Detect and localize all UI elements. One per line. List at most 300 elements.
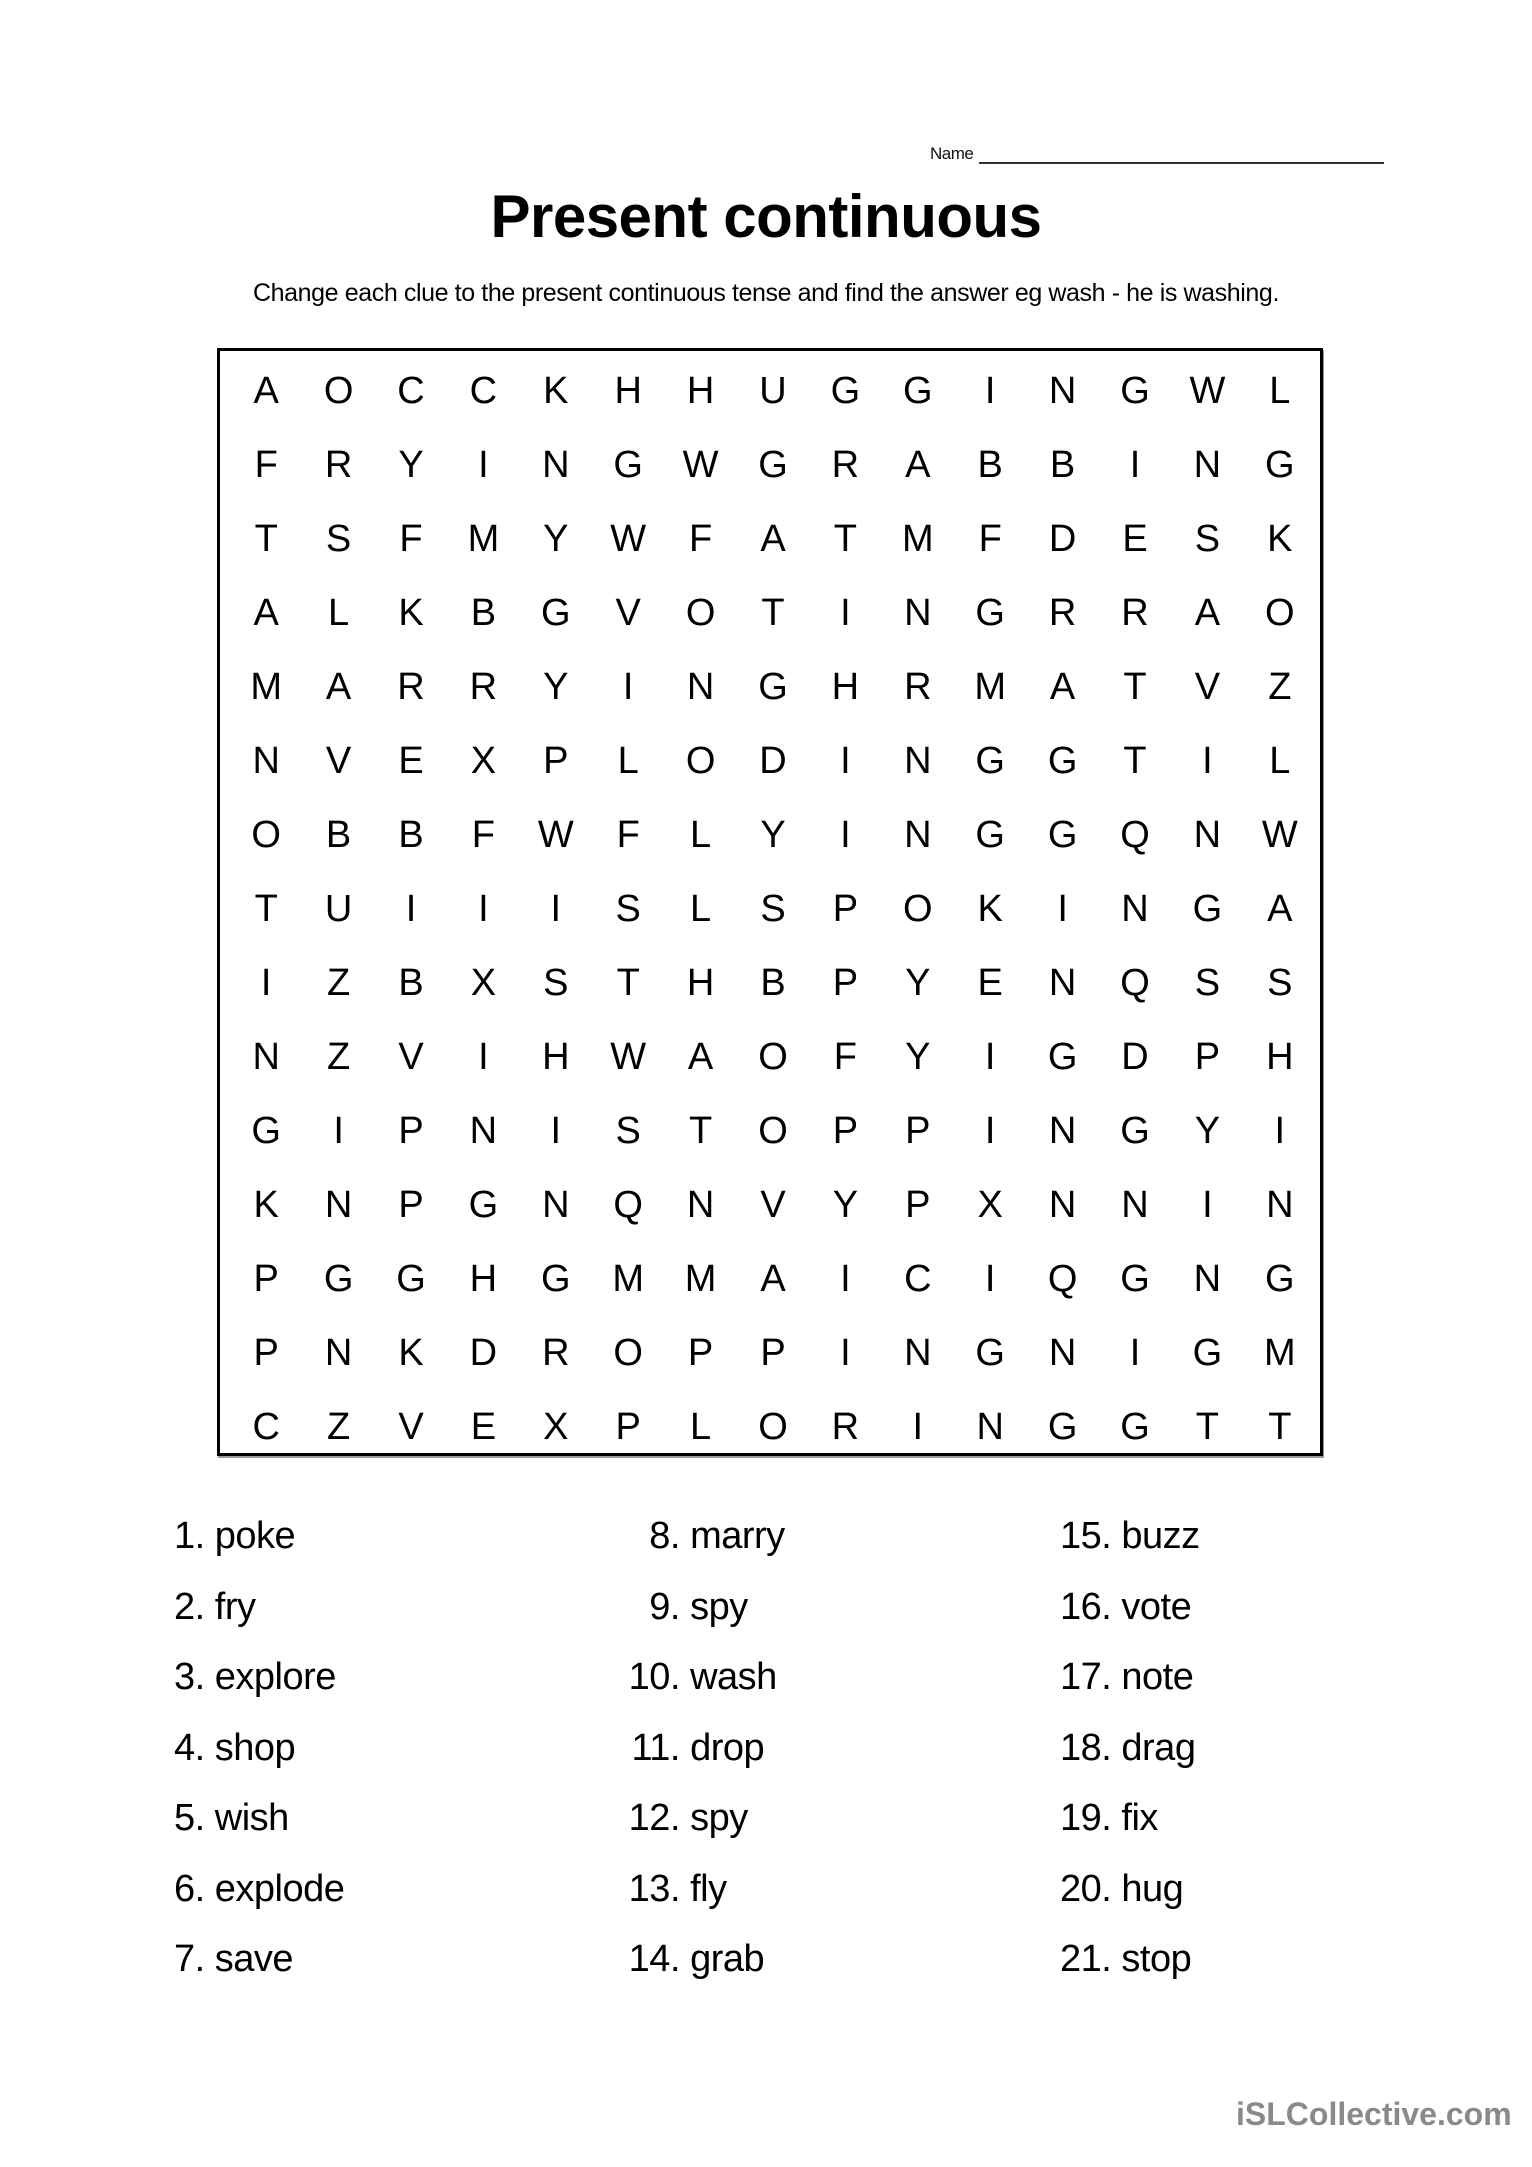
grid-cell[interactable]: X	[470, 740, 497, 782]
grid-cell[interactable]: R	[397, 666, 425, 708]
clue-number: 11.	[631, 1726, 680, 1769]
clue-number: 1.	[174, 1515, 205, 1557]
clue-item	[600, 1583, 785, 1654]
grid-cell[interactable]: G	[541, 592, 571, 634]
clue-number: 9.	[649, 1585, 680, 1628]
grid-cell[interactable]: F	[471, 814, 495, 856]
clue-word: spy	[690, 1585, 748, 1628]
grid-cell[interactable]: A	[253, 592, 279, 634]
grid-cell[interactable]: R	[831, 444, 860, 486]
grid-cell[interactable]: N	[1048, 1332, 1077, 1374]
grid-cell[interactable]: G	[903, 370, 933, 412]
grid-cell[interactable]: I	[1274, 1110, 1286, 1152]
grid-cell[interactable]: N	[1048, 1110, 1077, 1152]
grid-cell[interactable]: I	[1202, 740, 1213, 782]
grid-cell[interactable]: G	[1192, 888, 1223, 930]
grid-cell[interactable]: T	[1123, 666, 1147, 708]
clue-number: 13.	[628, 1867, 680, 1910]
grid-cell[interactable]: P	[832, 962, 859, 1004]
grid-cell[interactable]: F	[254, 444, 278, 486]
grid-cell[interactable]: O	[685, 592, 716, 634]
grid-cell[interactable]: L	[1269, 370, 1291, 412]
grid-cell[interactable]: G	[541, 1258, 571, 1300]
grid-cell[interactable]: S	[1194, 518, 1221, 560]
grid-cell[interactable]: G	[975, 740, 1005, 782]
grid-cell[interactable]: N	[252, 740, 280, 782]
grid-cell[interactable]: Y	[398, 444, 424, 486]
grid-cell[interactable]: R	[831, 1406, 860, 1448]
grid-cell[interactable]: S	[760, 888, 786, 930]
grid-cell[interactable]: T	[761, 592, 785, 634]
grid-cell[interactable]: A	[760, 1258, 786, 1300]
grid-cell[interactable]: M	[901, 518, 934, 560]
grid-cell[interactable]: N	[324, 1332, 353, 1374]
clue-word: explode	[214, 1867, 345, 1910]
grid-cell[interactable]: K	[1267, 518, 1293, 560]
grid-cell[interactable]: Q	[613, 1184, 643, 1226]
clue-number: 7.	[174, 1938, 205, 1980]
grid-cell[interactable]: T	[833, 518, 857, 560]
grid-cell[interactable]: P	[398, 1110, 424, 1152]
clue-number: 17.	[1060, 1656, 1112, 1698]
grid-cell[interactable]: V	[760, 1184, 786, 1226]
grid-cell[interactable]: F	[399, 518, 423, 560]
grid-cell[interactable]: G	[758, 444, 788, 486]
grid-cell[interactable]: N	[686, 1184, 715, 1226]
grid-cell[interactable]: A	[1267, 888, 1293, 930]
page-title: Present continuous	[490, 183, 1042, 250]
clue-word: buzz	[1121, 1515, 1200, 1557]
grid-cell[interactable]: W	[537, 814, 574, 856]
grid-cell[interactable]: G	[1047, 814, 1078, 856]
grid-cell[interactable]: N	[1193, 444, 1222, 486]
grid-cell[interactable]: P	[398, 1184, 424, 1226]
clue-item	[174, 1794, 344, 1865]
grid-cell[interactable]: I	[840, 1258, 851, 1300]
grid-cell[interactable]: O	[613, 1332, 643, 1374]
grid-cell[interactable]: N	[1048, 370, 1077, 412]
clue-number: 2.	[174, 1585, 205, 1628]
grid-cell[interactable]: A	[253, 370, 279, 412]
grid-cell[interactable]: B	[398, 814, 424, 856]
grid-cell[interactable]: G	[251, 1110, 281, 1152]
grid-cell[interactable]: E	[470, 1406, 497, 1448]
clue-number: 5.	[174, 1797, 205, 1839]
grid-cell[interactable]: M	[974, 666, 1007, 708]
grid-cell[interactable]: S	[325, 518, 352, 560]
grid-cell[interactable]: H	[831, 666, 860, 708]
grid-cell[interactable]: K	[543, 370, 569, 412]
grid-cell[interactable]: B	[470, 592, 497, 634]
clue-item	[174, 1583, 344, 1654]
grid-cell[interactable]: Q	[1120, 814, 1150, 856]
grid-cell[interactable]: V	[398, 1036, 424, 1078]
clue-item	[1060, 1583, 1200, 1654]
grid-cell[interactable]: T	[1268, 1406, 1292, 1448]
grid-cell[interactable]: O	[758, 1036, 788, 1078]
grid-cell[interactable]: S	[1194, 962, 1221, 1004]
grid-cell[interactable]: I	[840, 814, 851, 856]
clue-word: hug	[1121, 1867, 1184, 1910]
grid-cell[interactable]: H	[686, 370, 715, 412]
clue-item	[1060, 1865, 1200, 1936]
clue-number: 19.	[1060, 1797, 1112, 1839]
grid-cell[interactable]: N	[686, 666, 715, 708]
grid-cell[interactable]: I	[840, 592, 851, 634]
grid-cell[interactable]: G	[975, 592, 1005, 634]
grid-cell[interactable]: I	[478, 444, 489, 486]
grid-cell[interactable]: L	[1269, 740, 1291, 782]
grid-cell[interactable]: O	[323, 370, 354, 412]
grid-cell[interactable]: M	[684, 1258, 717, 1300]
grid-cell[interactable]: I	[912, 1406, 924, 1448]
grid-cell[interactable]: D	[1048, 518, 1077, 560]
grid-cell[interactable]: G	[1047, 1036, 1078, 1078]
grid-cell[interactable]: N	[1193, 1258, 1222, 1300]
word-search-grid	[217, 348, 1323, 1456]
grid-cell[interactable]: Y	[905, 962, 931, 1004]
clue-word: shop	[214, 1726, 296, 1769]
grid-cell[interactable]: P	[760, 1332, 786, 1374]
grid-cell[interactable]: Z	[326, 1406, 351, 1448]
grid-cell[interactable]: I	[478, 888, 489, 930]
grid-cell[interactable]: R	[469, 666, 498, 708]
grid-cell[interactable]: I	[984, 1036, 996, 1078]
grid-cell[interactable]: Z	[326, 1036, 351, 1078]
grid-cell[interactable]: N	[324, 1184, 353, 1226]
grid-cell[interactable]: X	[543, 1406, 569, 1448]
grid-cell[interactable]: P	[905, 1110, 931, 1152]
grid-cell[interactable]: O	[758, 1406, 788, 1448]
grid-cell[interactable]: K	[398, 1332, 424, 1374]
clue-word: fry	[214, 1585, 256, 1628]
grid-cell[interactable]: N	[904, 740, 932, 782]
grid-cell[interactable]: P	[253, 1258, 279, 1300]
grid-cell[interactable]: H	[1266, 1036, 1294, 1078]
clue-word: fix	[1121, 1797, 1158, 1839]
grid-cell[interactable]: G	[1047, 1406, 1078, 1448]
grid-cell[interactable]: N	[904, 592, 932, 634]
grid-cell[interactable]: G	[830, 370, 861, 412]
grid-cell[interactable]: G	[1120, 370, 1150, 412]
grid-cell[interactable]: N	[1048, 1184, 1077, 1226]
grid-cell[interactable]: I	[1129, 444, 1141, 486]
grid-cell[interactable]: M	[467, 518, 500, 560]
grid-cell[interactable]: V	[1194, 666, 1221, 708]
clue-word: grab	[690, 1938, 765, 1980]
grid-cell[interactable]: G	[613, 444, 643, 486]
grid-cell[interactable]: G	[1265, 1258, 1295, 1300]
grid-cell[interactable]: T	[254, 518, 278, 560]
grid-cell[interactable]: K	[253, 1184, 279, 1226]
name-field[interactable]	[930, 144, 1384, 164]
grid-cell[interactable]: H	[469, 1258, 498, 1300]
grid-cell[interactable]: L	[690, 814, 712, 856]
clue-number: 16.	[1060, 1585, 1112, 1628]
grid-cell[interactable]: Y	[760, 814, 786, 856]
grid-cell[interactable]: I	[1129, 1332, 1141, 1374]
grid-cell[interactable]: Y	[543, 518, 569, 560]
clue-item	[174, 1724, 344, 1795]
grid-cell[interactable]: G	[323, 1258, 354, 1300]
clue-word: vote	[1121, 1585, 1192, 1628]
grid-cell[interactable]: P	[687, 1332, 714, 1374]
grid-cell[interactable]: L	[328, 592, 350, 634]
grid-cell[interactable]: I	[984, 370, 996, 412]
grid-cell[interactable]: N	[1048, 962, 1077, 1004]
instructions: Change each clue to the present continuous tense and find the answer eg wash - he is washing.	[253, 279, 1279, 307]
grid-cell[interactable]: W	[682, 444, 719, 486]
clue-word: drop	[690, 1726, 765, 1769]
grid-cell[interactable]: G	[396, 1258, 426, 1300]
grid-cell[interactable]: B	[977, 444, 1003, 486]
grid-cell[interactable]: D	[469, 1332, 498, 1374]
clue-number: 8.	[649, 1515, 680, 1557]
clue-word: note	[1121, 1656, 1194, 1698]
grid-cell[interactable]: Z	[326, 962, 351, 1004]
grid-cell[interactable]: X	[470, 962, 497, 1004]
grid-cell[interactable]: N	[976, 1406, 1004, 1448]
clue-item	[600, 1794, 785, 1865]
grid-cell[interactable]: P	[832, 888, 859, 930]
grid-cell[interactable]: N	[542, 1184, 570, 1226]
grid-cell[interactable]: H	[614, 370, 642, 412]
grid-cell[interactable]: C	[252, 1406, 280, 1448]
clue-item	[1060, 1935, 1200, 2006]
watermark: iSLCollective.com	[1236, 2096, 1512, 2132]
grid-cell[interactable]: S	[543, 962, 569, 1004]
clue-number: 12.	[628, 1797, 680, 1839]
grid-cell[interactable]: G	[468, 1184, 499, 1226]
grid-cell[interactable]: E	[977, 962, 1003, 1004]
grid-cell[interactable]: E	[398, 740, 424, 782]
grid-cell[interactable]: N	[904, 1332, 932, 1374]
grid-cell[interactable]: L	[690, 1406, 712, 1448]
grid-cell[interactable]: B	[325, 814, 352, 856]
grid-cell[interactable]: P	[832, 1110, 859, 1152]
grid-cell[interactable]: C	[397, 370, 425, 412]
grid-cell[interactable]: G	[758, 666, 788, 708]
grid-cell[interactable]: Y	[1194, 1110, 1221, 1152]
grid-cell[interactable]: W	[1189, 370, 1226, 412]
letter-grid	[230, 369, 1316, 1479]
grid-cell[interactable]: O	[758, 1110, 788, 1152]
grid-cell[interactable]: P	[905, 1184, 931, 1226]
clue-item	[1060, 1794, 1200, 1865]
grid-cell[interactable]: F	[833, 1036, 857, 1078]
grid-cell[interactable]: N	[1121, 1184, 1149, 1226]
grid-cell[interactable]: Y	[832, 1184, 859, 1226]
grid-cell[interactable]: B	[1049, 444, 1076, 486]
grid-cell[interactable]: C	[469, 370, 498, 412]
grid-cell[interactable]: O	[1265, 592, 1295, 634]
grid-cell[interactable]: L	[690, 888, 712, 930]
grid-cell[interactable]: S	[615, 888, 641, 930]
clue-number: 15.	[1060, 1515, 1112, 1557]
clue-item	[174, 1653, 344, 1724]
grid-cell[interactable]: G	[1120, 1110, 1150, 1152]
grid-cell[interactable]: R	[324, 444, 353, 486]
grid-cell[interactable]: A	[905, 444, 931, 486]
clue-column-3	[1060, 1512, 1200, 2006]
grid-cell[interactable]: I	[333, 1110, 344, 1152]
grid-cell[interactable]: R	[904, 666, 932, 708]
grid-cell[interactable]: I	[1202, 1184, 1213, 1226]
clue-word: explore	[214, 1656, 336, 1698]
clue-word: save	[214, 1938, 294, 1980]
grid-cell[interactable]: U	[324, 888, 353, 930]
grid-cell[interactable]: T	[1195, 1406, 1219, 1448]
grid-cell[interactable]: A	[760, 518, 786, 560]
grid-cell[interactable]: W	[1261, 814, 1298, 856]
grid-cell[interactable]: N	[1266, 1184, 1294, 1226]
grid-cell[interactable]: B	[398, 962, 424, 1004]
grid-cell[interactable]: P	[1194, 1036, 1221, 1078]
clue-item	[600, 1935, 785, 2006]
grid-cell[interactable]: P	[253, 1332, 279, 1374]
grid-cell[interactable]: I	[260, 962, 272, 1004]
clue-list	[0, 1512, 1532, 2032]
grid-cell[interactable]: T	[616, 962, 640, 1004]
grid-cell[interactable]: I	[550, 888, 562, 930]
grid-cell[interactable]: M	[1263, 1332, 1296, 1374]
clue-item	[600, 1512, 785, 1583]
grid-cell[interactable]: I	[840, 740, 851, 782]
grid-cell[interactable]: Y	[543, 666, 569, 708]
grid-cell[interactable]: N	[252, 1036, 280, 1078]
grid-cell[interactable]: N	[542, 444, 570, 486]
grid-cell[interactable]: R	[1048, 592, 1077, 634]
grid-cell[interactable]: I	[984, 1110, 996, 1152]
clue-item	[600, 1865, 785, 1936]
grid-cell[interactable]: N	[904, 814, 932, 856]
grid-cell[interactable]: I	[405, 888, 417, 930]
grid-cell[interactable]: M	[612, 1258, 645, 1300]
grid-cell[interactable]: I	[984, 1258, 996, 1300]
grid-cell[interactable]: Q	[1120, 962, 1150, 1004]
grid-cell[interactable]: H	[686, 962, 715, 1004]
clue-number: 14.	[628, 1938, 680, 1980]
clue-word: wash	[690, 1656, 777, 1698]
grid-cell[interactable]: T	[254, 888, 278, 930]
clue-column-2	[600, 1512, 785, 2006]
grid-cell[interactable]: O	[903, 888, 933, 930]
clue-column-1	[174, 1512, 344, 2006]
clue-word: marry	[690, 1515, 785, 1557]
grid-cell[interactable]: P	[543, 740, 569, 782]
grid-cell[interactable]: N	[1193, 814, 1222, 856]
clue-word: drag	[1121, 1726, 1196, 1769]
grid-cell[interactable]: A	[1049, 666, 1076, 708]
grid-cell[interactable]: R	[542, 1332, 570, 1374]
clue-item	[600, 1653, 785, 1724]
grid-cell[interactable]: N	[469, 1110, 498, 1152]
grid-cell[interactable]: D	[759, 740, 787, 782]
grid-cell[interactable]: N	[1121, 888, 1149, 930]
grid-cell[interactable]: O	[251, 814, 281, 856]
grid-cell[interactable]: I	[622, 666, 634, 708]
clue-item	[1060, 1512, 1200, 1583]
grid-cell[interactable]: P	[615, 1406, 641, 1448]
grid-cell[interactable]: A	[687, 1036, 714, 1078]
grid-cell[interactable]: G	[1265, 444, 1295, 486]
grid-cell[interactable]: A	[325, 666, 352, 708]
grid-cell[interactable]: T	[1123, 740, 1147, 782]
grid-cell[interactable]: Q	[1047, 1258, 1078, 1300]
grid-cell[interactable]: G	[1120, 1258, 1150, 1300]
name-label: Name	[930, 144, 974, 163]
grid-cell[interactable]: R	[1121, 592, 1149, 634]
grid-cell[interactable]: G	[1192, 1332, 1223, 1374]
clue-number: 3.	[174, 1656, 205, 1698]
grid-cell[interactable]: Z	[1268, 666, 1292, 708]
clue-number: 21.	[1060, 1938, 1112, 1980]
clue-word: wish	[214, 1797, 289, 1839]
clue-number: 10.	[628, 1656, 680, 1698]
clue-item	[174, 1935, 344, 2006]
grid-cell[interactable]: G	[1047, 740, 1078, 782]
grid-cell[interactable]: S	[1267, 962, 1293, 1004]
grid-cell[interactable]: I	[840, 1332, 851, 1374]
grid-cell[interactable]: F	[688, 518, 713, 560]
clue-word: fly	[690, 1867, 727, 1910]
grid-cell[interactable]: E	[1122, 518, 1148, 560]
grid-cell[interactable]: T	[688, 1110, 713, 1152]
clue-number: 6.	[174, 1867, 205, 1910]
grid-cell[interactable]: S	[615, 1110, 641, 1152]
clue-number: 18.	[1060, 1726, 1112, 1769]
grid-cell[interactable]: F	[978, 518, 1002, 560]
clue-item	[174, 1512, 344, 1583]
grid-cell[interactable]: G	[975, 1332, 1005, 1374]
grid-cell[interactable]: A	[1194, 592, 1221, 634]
clue-word: poke	[214, 1515, 296, 1557]
clue-number: 4.	[174, 1726, 205, 1769]
grid-cell[interactable]: D	[1121, 1036, 1149, 1078]
grid-cell[interactable]: V	[615, 592, 641, 634]
grid-cell[interactable]: C	[904, 1258, 932, 1300]
grid-cell[interactable]: M	[250, 666, 283, 708]
grid-cell[interactable]: H	[542, 1036, 570, 1078]
clue-word: spy	[690, 1797, 748, 1839]
grid-cell[interactable]: X	[977, 1184, 1003, 1226]
clue-word: stop	[1121, 1938, 1192, 1980]
clue-item	[600, 1724, 785, 1795]
grid-cell[interactable]: K	[977, 888, 1003, 930]
name-blank-line[interactable]	[979, 146, 1384, 164]
grid-cell[interactable]: V	[398, 1406, 424, 1448]
grid-cell[interactable]: U	[759, 370, 787, 412]
grid-cell[interactable]: I	[478, 1036, 489, 1078]
grid-cell[interactable]: G	[975, 814, 1005, 856]
grid-cell[interactable]: W	[610, 1036, 647, 1078]
grid-cell[interactable]: I	[1057, 888, 1068, 930]
grid-cell[interactable]: V	[325, 740, 352, 782]
clue-item	[1060, 1724, 1200, 1795]
grid-cell[interactable]: W	[610, 518, 647, 560]
grid-cell[interactable]: B	[760, 962, 786, 1004]
grid-cell[interactable]: K	[398, 592, 424, 634]
grid-cell[interactable]: Y	[905, 1036, 931, 1078]
grid-cell[interactable]: I	[550, 1110, 562, 1152]
clue-item	[1060, 1653, 1200, 1724]
clue-number: 20.	[1060, 1867, 1112, 1910]
grid-cell[interactable]: F	[616, 814, 640, 856]
grid-cell[interactable]: L	[617, 740, 639, 782]
grid-cell[interactable]: G	[1120, 1406, 1150, 1448]
clue-item	[174, 1865, 344, 1936]
grid-cell[interactable]: O	[685, 740, 716, 782]
